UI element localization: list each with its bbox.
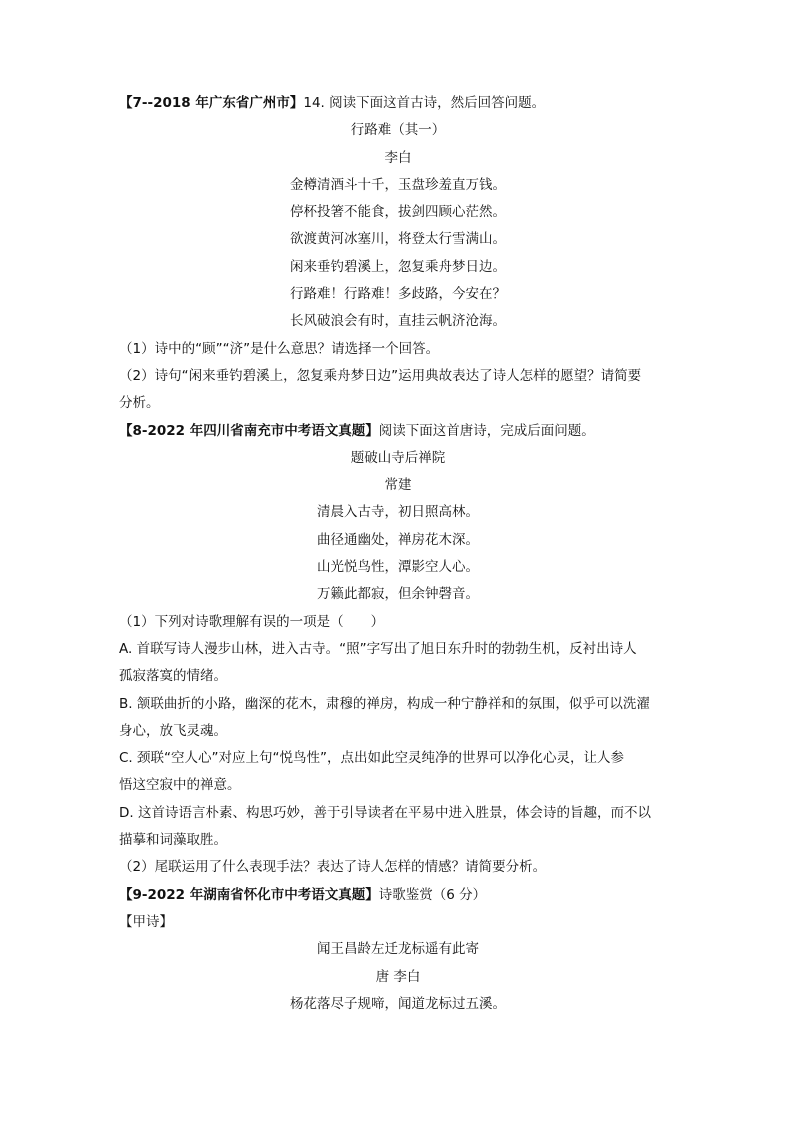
poem-title: 题破山寺后禅院 (350, 449, 446, 466)
sub-question: （1）下列对诗歌理解有误的一项是（ ） (119, 613, 385, 630)
poem-title: 行路难（其一） (350, 122, 446, 139)
option-c: C. 颈联“空人心”对应上句“悦鸟性”，点出如此空灵纯净的世界可以净化心灵，让人参 (119, 750, 624, 767)
poem-line: 行路难！行路难！多歧路，今安在？ (290, 286, 506, 303)
source-label: 【9-2022 年湖南省怀化市中考语文真题】 (119, 886, 379, 903)
question-prompt: 阅读下面这首唐诗，完成后面问题。 (378, 422, 595, 439)
sub-question: （2）尾联运用了什么表现手法？表达了诗人怎样的情感？请简要分析。 (119, 859, 547, 876)
option-c-continuation: 悟这空寂中的禅意。 (119, 777, 241, 794)
poem-line: 金樽清酒斗十千，玉盘珍羞直万钱。 (290, 176, 506, 193)
poem-author: 唐 李白 (375, 968, 421, 985)
question-header-7 (119, 90, 677, 117)
poem-line: 停杯投箸不能食，拔剑四顾心茫然。 (290, 204, 506, 221)
sub-question: （1）诗中的“顾”“济”是什么意思？请选择一个回答。 (119, 340, 440, 357)
poem-author: 李白 (384, 149, 412, 166)
poem-line: 山光悦鸟性，潭影空人心。 (317, 559, 479, 576)
question-prompt: 诗歌鉴赏（6 分） (378, 886, 487, 903)
option-a-continuation: 孤寂落寞的情绪。 (119, 668, 227, 685)
question-header-8 (119, 418, 677, 445)
option-b: B. 颔联曲折的小路，幽深的花木，肃穆的禅房，构成一种宁静祥和的氛围，似乎可以洗濯 (119, 695, 650, 712)
question-header-9 (119, 882, 677, 909)
poem-line: 长风破浪会有时，直挂云帆济沧海。 (290, 313, 506, 330)
option-d-continuation: 描摹和词藻取胜。 (119, 832, 227, 849)
question-prompt: 14. 阅读下面这首古诗，然后回答问题。 (303, 95, 546, 111)
source-label: 【8-2022 年四川省南充市中考语文真题】 (119, 422, 379, 439)
option-b-continuation: 身心，放飞灵魂。 (119, 722, 227, 739)
sub-question-continuation: 分析。 (119, 395, 160, 412)
poem-line: 万籁此都寂，但余钟磬音。 (317, 586, 479, 603)
sub-question: （2）诗句“闲来垂钓碧溪上，忽复乘舟梦日边”运用典故表达了诗人怎样的愿望？请简要 (119, 367, 642, 384)
poem-section-label: 【甲诗】 (119, 913, 173, 930)
poem-line: 曲径通幽处，禅房花木深。 (317, 531, 479, 548)
source-label: 【7--2018 年广东省广州市】 (119, 95, 304, 111)
poem-title: 闻王昌龄左迁龙标遥有此寄 (317, 941, 479, 958)
poem-line: 闲来垂钓碧溪上，忽复乘舟梦日边。 (290, 258, 506, 275)
poem-line: 欲渡黄河冰塞川，将登太行雪满山。 (290, 231, 506, 248)
option-a: A. 首联写诗人漫步山林，进入古寺。“照”字写出了旭日东升时的勃勃生机，反衬出诗人 (119, 640, 637, 657)
option-d: D. 这首诗语言朴素、构思巧妙，善于引导读者在平易中进入胜景，体会诗的旨趣，而不以 (119, 804, 651, 821)
document-content (119, 90, 677, 1018)
poem-author: 常建 (384, 477, 412, 494)
poem-line: 清晨入古寺，初日照高林。 (317, 504, 479, 521)
poem-line: 杨花落尽子规啼，闻道龙标过五溪。 (290, 995, 506, 1012)
